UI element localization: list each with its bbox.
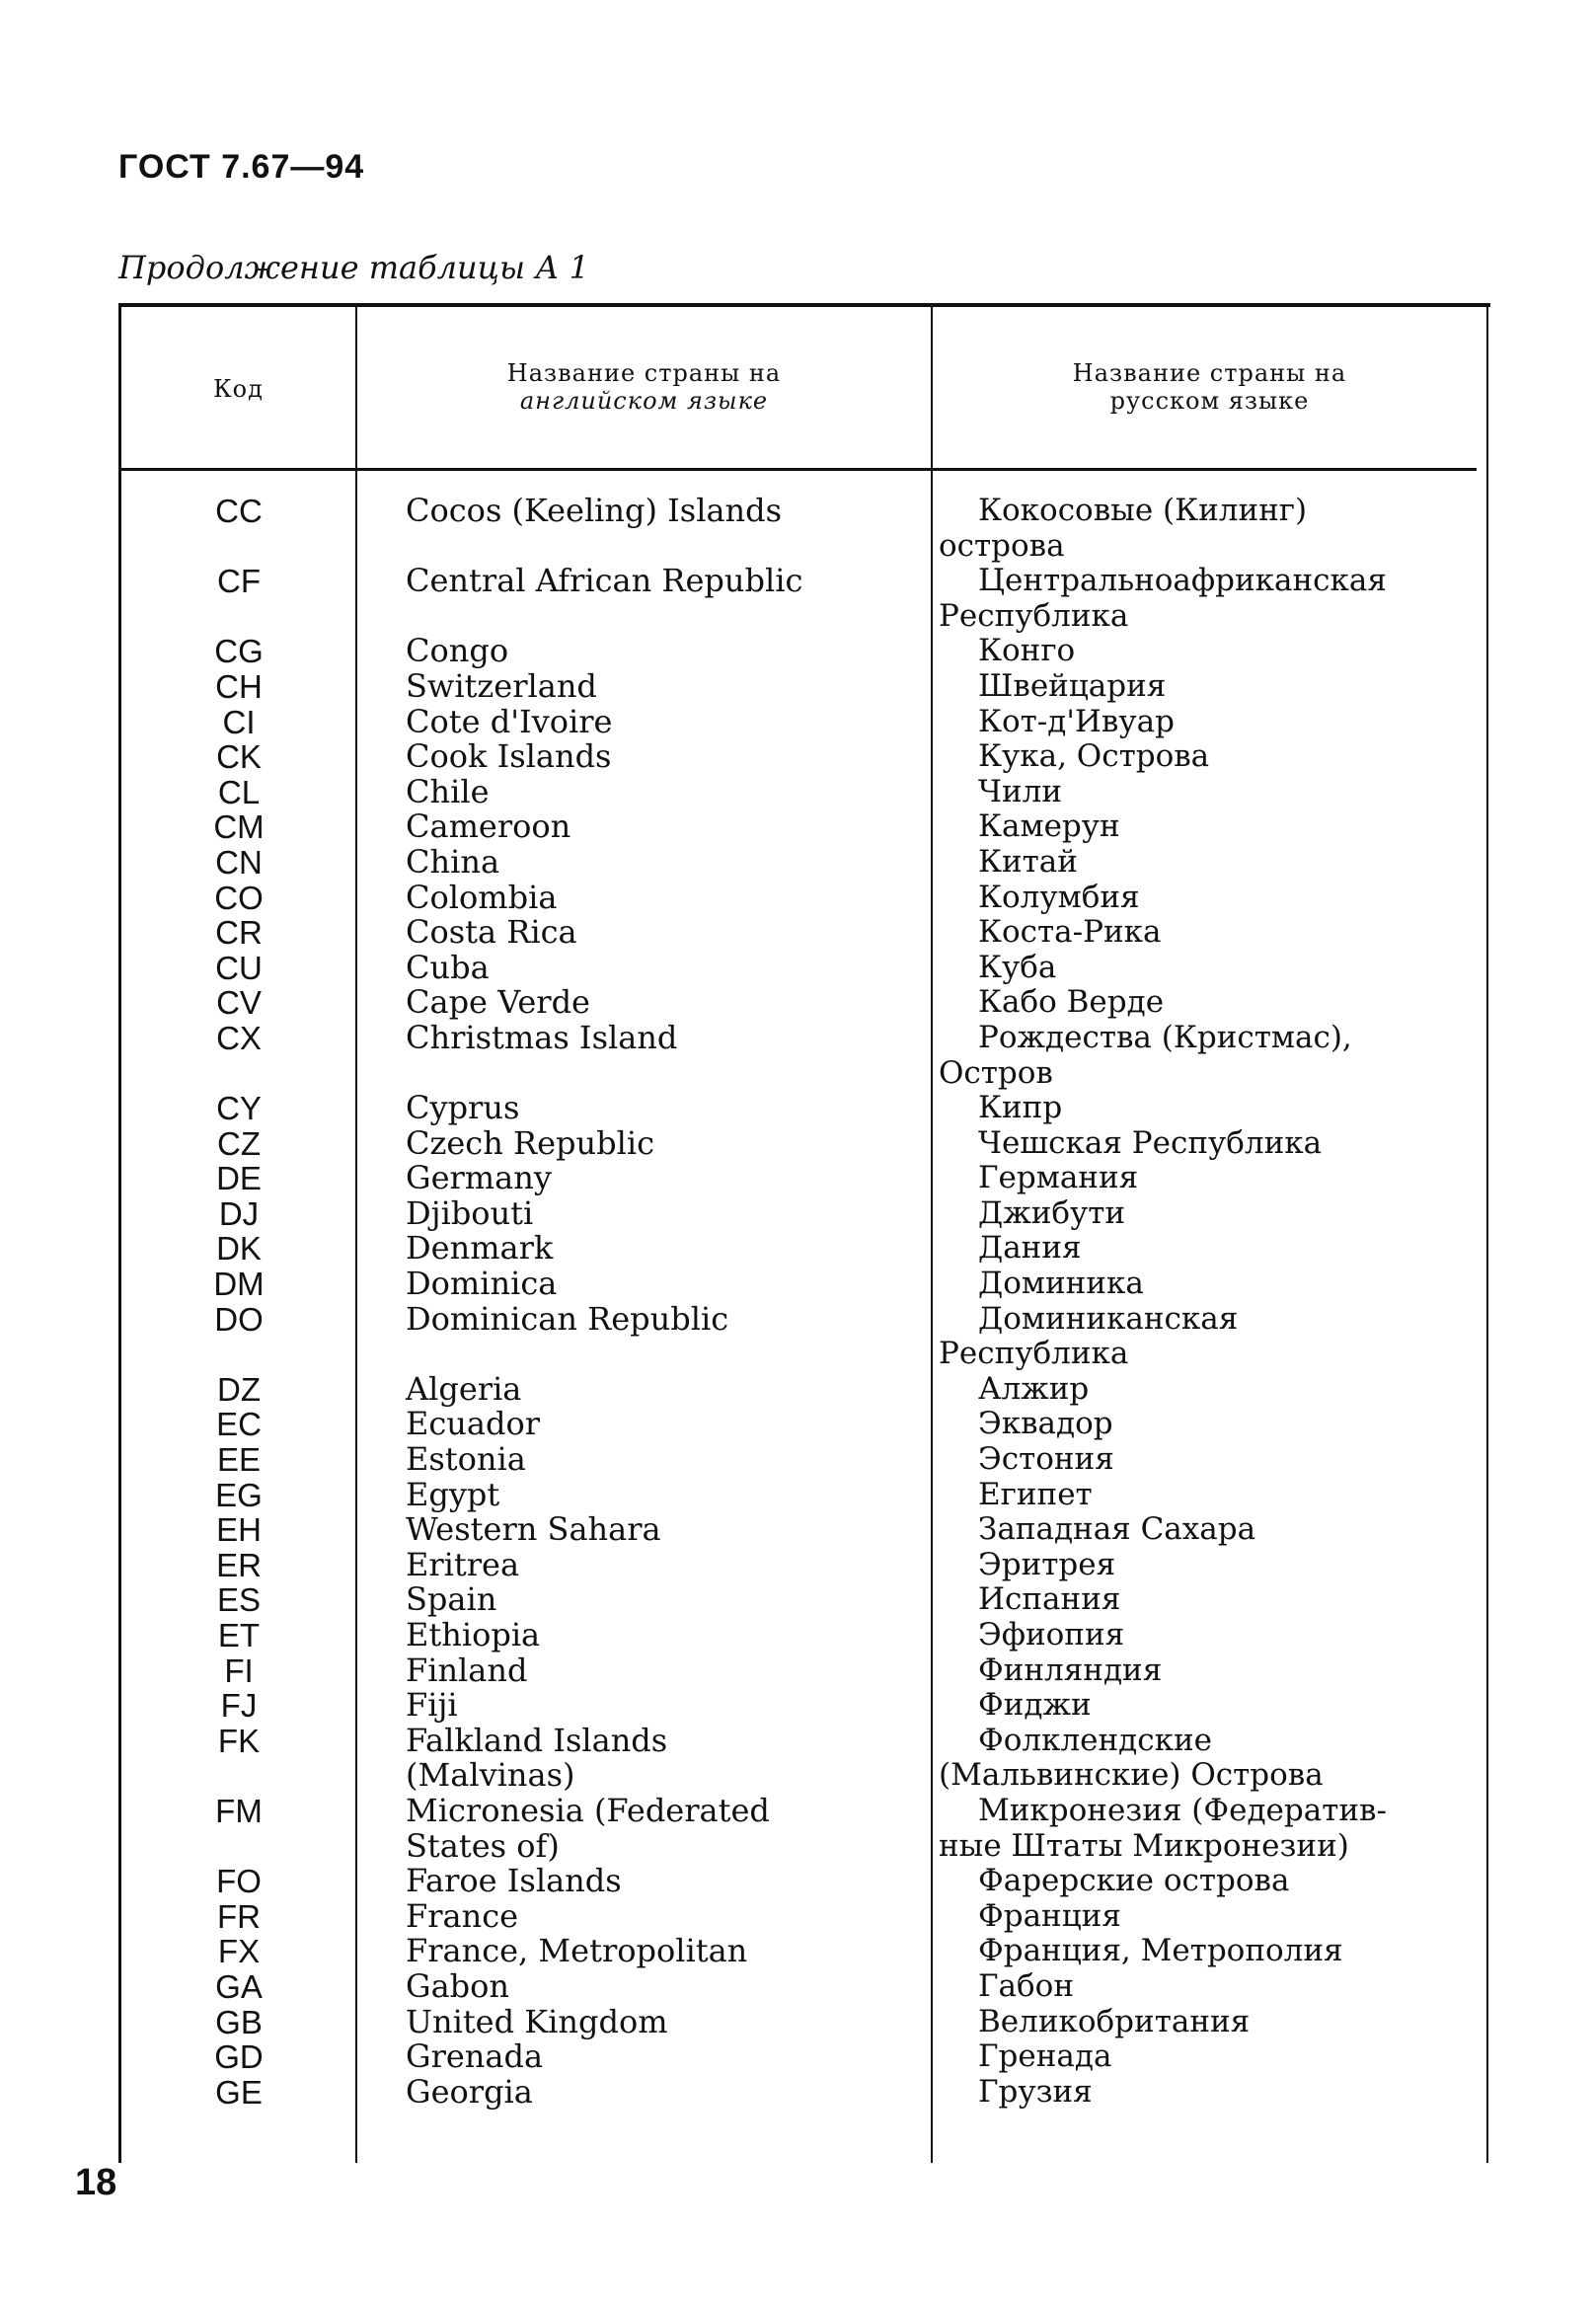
country-name-english-line: Dominica [406,1265,558,1303]
country-code: CG [214,633,264,670]
country-name-english-line: Cyprus [406,1089,520,1127]
country-name-english [356,1934,929,1969]
country-name-russian-line: Фолклендские [978,1722,1212,1758]
country-name-english-line: Georgia [406,2072,533,2111]
country-name-english [356,915,929,951]
country-name-english-line: Congo [406,632,509,670]
country-name-english-line: Gabon [406,1966,509,2005]
country-name-russian [929,705,1488,740]
table-row [121,1688,1488,1724]
country-code: FK [217,1722,261,1759]
country-name-russian [929,1653,1488,1689]
country-name-russian [929,739,1488,775]
country-code: EG [215,1476,263,1513]
country-name-english-line: Cocos (Keeling) Islands [406,492,783,529]
country-name-english-line: Colombia [406,878,558,916]
country-code: CF [217,563,261,600]
country-name-english-line: Cuba [406,948,490,986]
country-name-russian-line: Республика [939,1336,1129,1372]
country-name-russian [929,1021,1488,1091]
country-name-russian-line: Рождества (Кристмас), [978,1019,1352,1055]
country-name-russian [929,634,1488,669]
country-name-russian-line: Германия [978,1160,1139,1196]
table-row [121,634,1488,669]
country-name-english [356,1582,929,1618]
country-name-english-line: Costa Rica [406,913,577,952]
country-name-russian [929,881,1488,916]
table-row [121,1934,1488,1969]
country-name-russian-line: Габон [978,1967,1074,2004]
table-row [121,564,1488,634]
country-name-english [356,739,929,775]
country-code: CX [216,1019,262,1056]
country-name-english [356,1369,929,1408]
country-name-english-line: France, Metropolitan [406,1932,748,1970]
country-name-english-line: Finland [406,1651,528,1689]
country-name-english-line: Switzerland [406,666,597,705]
country-name-russian [929,845,1488,881]
country-name-russian [929,2039,1488,2075]
table-row [121,1545,1488,1583]
country-name-russian-line: Эритрея [978,1546,1116,1582]
table-row [121,1231,1488,1267]
country-name-english-line [406,529,929,565]
country-name-russian [929,1618,1488,1653]
country-name-english [356,985,929,1021]
country-name-english-line: Faroe Islands [406,1862,622,1900]
country-code: GE [215,2073,263,2111]
table-row [121,1299,1488,1372]
country-code: ET [217,1617,261,1653]
country-name-russian [929,1794,1488,1864]
country-name-russian [929,1091,1488,1126]
country-name-english-line: Estonia [406,1440,526,1479]
table-row [121,1442,1488,1478]
country-name-english [356,494,929,564]
country-code: FJ [220,1687,258,1725]
country-name-english-line: Algeria [406,1369,522,1408]
country-name-english [356,666,929,705]
country-name-english [356,878,929,916]
country-name-russian-line: Китай [978,843,1078,880]
country-code: CI [222,703,256,740]
table-row [121,1161,1488,1196]
country-code: FO [216,1863,262,1900]
country-name-russian [929,1899,1488,1935]
country-code: CV [216,984,262,1022]
table-row [121,739,1488,775]
country-name-english [356,842,929,881]
country-name-english-line [406,599,929,635]
country-name-russian-line: Куба [978,949,1057,985]
country-name-english-line: Chile [406,772,490,810]
country-name-russian-line: Коста-Рика [978,914,1162,951]
table-row [121,1369,1488,1408]
country-name-english-line: States of) [406,1826,560,1865]
country-code: CM [213,808,265,846]
country-name-english [356,2002,929,2040]
column-header-english-name: Название страны на английском языке [506,359,782,415]
country-code: ES [216,1581,262,1619]
table-row [121,1618,1488,1653]
table-row [121,1018,1488,1091]
table-row [121,1407,1488,1442]
country-name-english-line: (Malvinas) [406,1756,575,1795]
country-code: CK [216,738,262,776]
country-name-russian [929,1231,1488,1267]
country-name-russian-line: Республика [939,597,1129,634]
table-row [121,1896,1488,1935]
country-code: CC [215,493,263,529]
country-name-english-line: Dominican Republic [406,1299,729,1338]
table-row [121,1267,1488,1302]
table-row [121,772,1488,810]
table-row [121,948,1488,986]
country-name-russian-line: Колумбия [978,879,1140,915]
country-name-english [356,634,929,669]
country-name-english [356,2039,929,2075]
country-name-russian-line: Кокосовые (Килинг) [978,493,1308,528]
country-name-english-line: Czech Republic [406,1123,654,1162]
country-name-russian [929,1196,1488,1232]
country-name-russian [929,494,1488,564]
country-name-english-line: Cape Verde [406,983,590,1022]
table-row [121,809,1488,845]
country-name-english [356,1512,929,1548]
country-name-russian [929,915,1488,951]
table-row [121,2072,1488,2111]
table-caption: Продолжение таблицы А 1 [118,249,589,286]
country-name-russian [929,951,1488,986]
country-code: EC [216,1406,262,1443]
table-row [121,1966,1488,2005]
country-name-english [356,1475,929,1513]
country-name-english-line: Cook Islands [406,737,612,776]
country-name-english-line: France [406,1896,519,1935]
country-code: FX [217,1933,261,1970]
country-name-english [356,1161,929,1196]
country-name-russian-line: Алжир [978,1370,1090,1407]
country-name-russian-line: Доминиканская [978,1300,1239,1337]
country-code: ER [216,1546,262,1583]
country-name-russian-line: Кабо Верде [978,984,1165,1021]
country-name-russian [929,1512,1488,1548]
country-code: GA [215,1967,263,2005]
country-code: DK [216,1230,262,1268]
table-row [121,1864,1488,1899]
document-standard-title: ГОСТ 7.67—94 [118,148,365,186]
country-name-russian-line: ные Штаты Микронезии) [939,1827,1349,1864]
country-code: CR [215,914,263,952]
country-name-russian [929,1969,1488,2005]
page-number: 18 [75,2162,117,2203]
table-row [121,1721,1488,1795]
country-name-russian [929,564,1488,634]
country-name-russian-line: Кука, Острова [978,738,1210,775]
country-code: FI [224,1652,254,1689]
table-row [121,2002,1488,2040]
country-code: CZ [217,1124,261,1162]
country-name-english-line: Egypt [406,1475,500,1513]
country-name-russian [929,775,1488,810]
country-code: DE [216,1160,262,1197]
country-name-russian-line: Микронезия (Федератив- [978,1792,1387,1828]
country-name-english-line: Central African Republic [406,562,803,600]
country-name-russian-line: Кипр [978,1090,1063,1126]
country-name-russian-line: Камерун [978,808,1120,845]
country-name-russian-line: Гренада [978,2038,1112,2075]
country-name-russian-line: острова [939,527,1065,564]
country-code: DM [213,1266,265,1303]
country-name-russian [929,1442,1488,1478]
country-name-english [356,1896,929,1935]
country-name-english-line [406,1337,929,1372]
country-name-english [356,809,929,845]
table-row [121,1653,1488,1689]
country-code: CY [216,1090,262,1127]
country-name-english [356,1407,929,1442]
country-name-russian-line: Франция, Метрополия [978,1933,1343,1969]
country-name-russian-line: Остров [939,1054,1053,1091]
country-code: GD [214,2038,264,2076]
table-row [121,1791,1488,1865]
country-name-russian-line: Джибути [978,1194,1126,1231]
table-row [121,702,1488,740]
country-name-english [356,1091,929,1126]
country-name-english [356,1688,929,1724]
country-code: EE [216,1441,262,1479]
country-name-english [356,1231,929,1267]
country-code: FM [215,1792,263,1829]
table-row [121,842,1488,881]
country-name-russian [929,669,1488,705]
country-name-russian-line: Кот-д'Ивуар [978,703,1175,739]
country-name-english-line: Ethiopia [406,1616,541,1653]
country-name-russian [929,2075,1488,2111]
country-name-russian [929,1934,1488,1969]
country-name-russian-line: Финляндия [978,1652,1163,1688]
country-code: CN [215,843,263,881]
country-name-russian-line: Чешская Республика [978,1124,1323,1161]
country-name-russian [929,1161,1488,1196]
country-name-russian [929,1582,1488,1618]
table-row [121,2039,1488,2075]
table-row [121,494,1488,564]
country-name-russian [929,1372,1488,1408]
country-name-russian [929,1478,1488,1513]
country-name-russian-line: Испания [978,1581,1121,1618]
table-row [121,985,1488,1021]
country-name-english [356,772,929,810]
country-name-english [356,2072,929,2111]
column-header-russian-name: Название страны на русском языке [1072,359,1347,415]
country-name-russian [929,2005,1488,2040]
country-name-russian-line: Великобритания [978,2003,1251,2039]
country-name-russian-line: Франция [978,1897,1121,1934]
country-name-english-line: Cote d'Ivoire [406,702,613,740]
country-name-english-line: United Kingdom [406,2002,668,2040]
country-code: FR [217,1897,261,1935]
country-code: DZ [217,1370,261,1408]
country-name-english [356,564,929,634]
country-name-russian [929,1724,1488,1794]
country-name-russian-line: Эфиопия [978,1617,1125,1652]
table-row [121,1193,1488,1232]
country-name-english-line: Fiji [406,1686,458,1725]
country-name-english [356,1018,929,1091]
country-code: CO [214,879,264,916]
country-name-russian [929,1688,1488,1724]
country-name-english-line: Christmas Island [406,1018,678,1056]
country-code: CL [217,773,261,810]
table-row [121,1475,1488,1513]
country-name-english-line: Eritrea [406,1545,520,1583]
country-name-russian-line: Эстония [978,1441,1114,1478]
country-name-russian-line: Западная Сахара [978,1511,1256,1548]
country-name-english-line: Falkland Islands [406,1721,668,1759]
table-row [121,1512,1488,1548]
table-top-rule [118,303,1490,307]
country-name-english [356,1267,929,1302]
country-code: CU [215,949,263,986]
country-name-russian-line: Египет [978,1476,1093,1512]
country-name-russian-line: Центральноафриканская [978,563,1387,599]
country-name-russian-line: Эквадор [978,1406,1113,1442]
table-row [121,1123,1488,1162]
country-name-russian [929,985,1488,1021]
country-name-english-line: Western Sahara [406,1510,661,1549]
country-name-russian-line: Дания [978,1230,1082,1267]
country-name-english-line: Grenada [406,2037,544,2076]
country-name-english-line: Micronesia (Federated [406,1791,770,1829]
country-name-russian [929,809,1488,845]
country-name-english [356,702,929,740]
country-name-english [356,948,929,986]
country-name-russian-line: Фиджи [978,1687,1092,1724]
country-name-english-line: Spain [406,1580,497,1619]
country-name-english [356,1193,929,1232]
country-name-english-line: Djibouti [406,1193,534,1232]
table-header-bottom-rule [121,468,1477,471]
country-name-english-line [406,1056,929,1092]
country-name-english [356,1299,929,1372]
country-name-english [356,1653,929,1689]
country-name-english [356,1618,929,1653]
table-row [121,1091,1488,1126]
table-row [121,915,1488,951]
country-code: DJ [218,1194,260,1232]
table-row [121,666,1488,705]
country-name-russian [929,1407,1488,1442]
country-code: EH [216,1511,262,1549]
country-name-english [356,1721,929,1795]
country-name-english-line: Germany [406,1159,552,1197]
table-body [121,494,1488,2110]
column-header-code: Код [213,375,264,403]
table-row [121,1582,1488,1618]
country-name-russian [929,1267,1488,1302]
country-name-russian-line: Доминика [978,1266,1144,1302]
country-name-english [356,1123,929,1162]
country-name-russian-line: Фарерские острова [978,1863,1290,1899]
country-name-english-line: Denmark [406,1229,554,1268]
country-name-english [356,1966,929,2005]
country-name-russian-line: Конго [978,633,1076,669]
country-name-english-line: Cameroon [406,807,571,846]
country-name-english-line: China [406,842,500,881]
country-name-english [356,1791,929,1865]
country-name-russian-line: Чили [978,773,1062,809]
country-name-russian [929,1126,1488,1162]
country-code: DO [214,1300,264,1338]
country-code: GB [215,2003,263,2040]
country-name-english [356,1864,929,1899]
country-code: CH [215,667,263,705]
country-name-russian-line: Швейцария [978,667,1167,704]
table-row [121,878,1488,916]
country-name-english [356,1545,929,1583]
country-name-russian-line: Грузия [978,2073,1093,2110]
country-name-russian [929,1864,1488,1899]
country-name-russian [929,1548,1488,1583]
country-name-english-line: Ecuador [406,1405,541,1443]
country-name-russian [929,1302,1488,1372]
country-name-russian-line: (Мальвинские) Острова [939,1757,1324,1794]
country-name-english [356,1442,929,1478]
